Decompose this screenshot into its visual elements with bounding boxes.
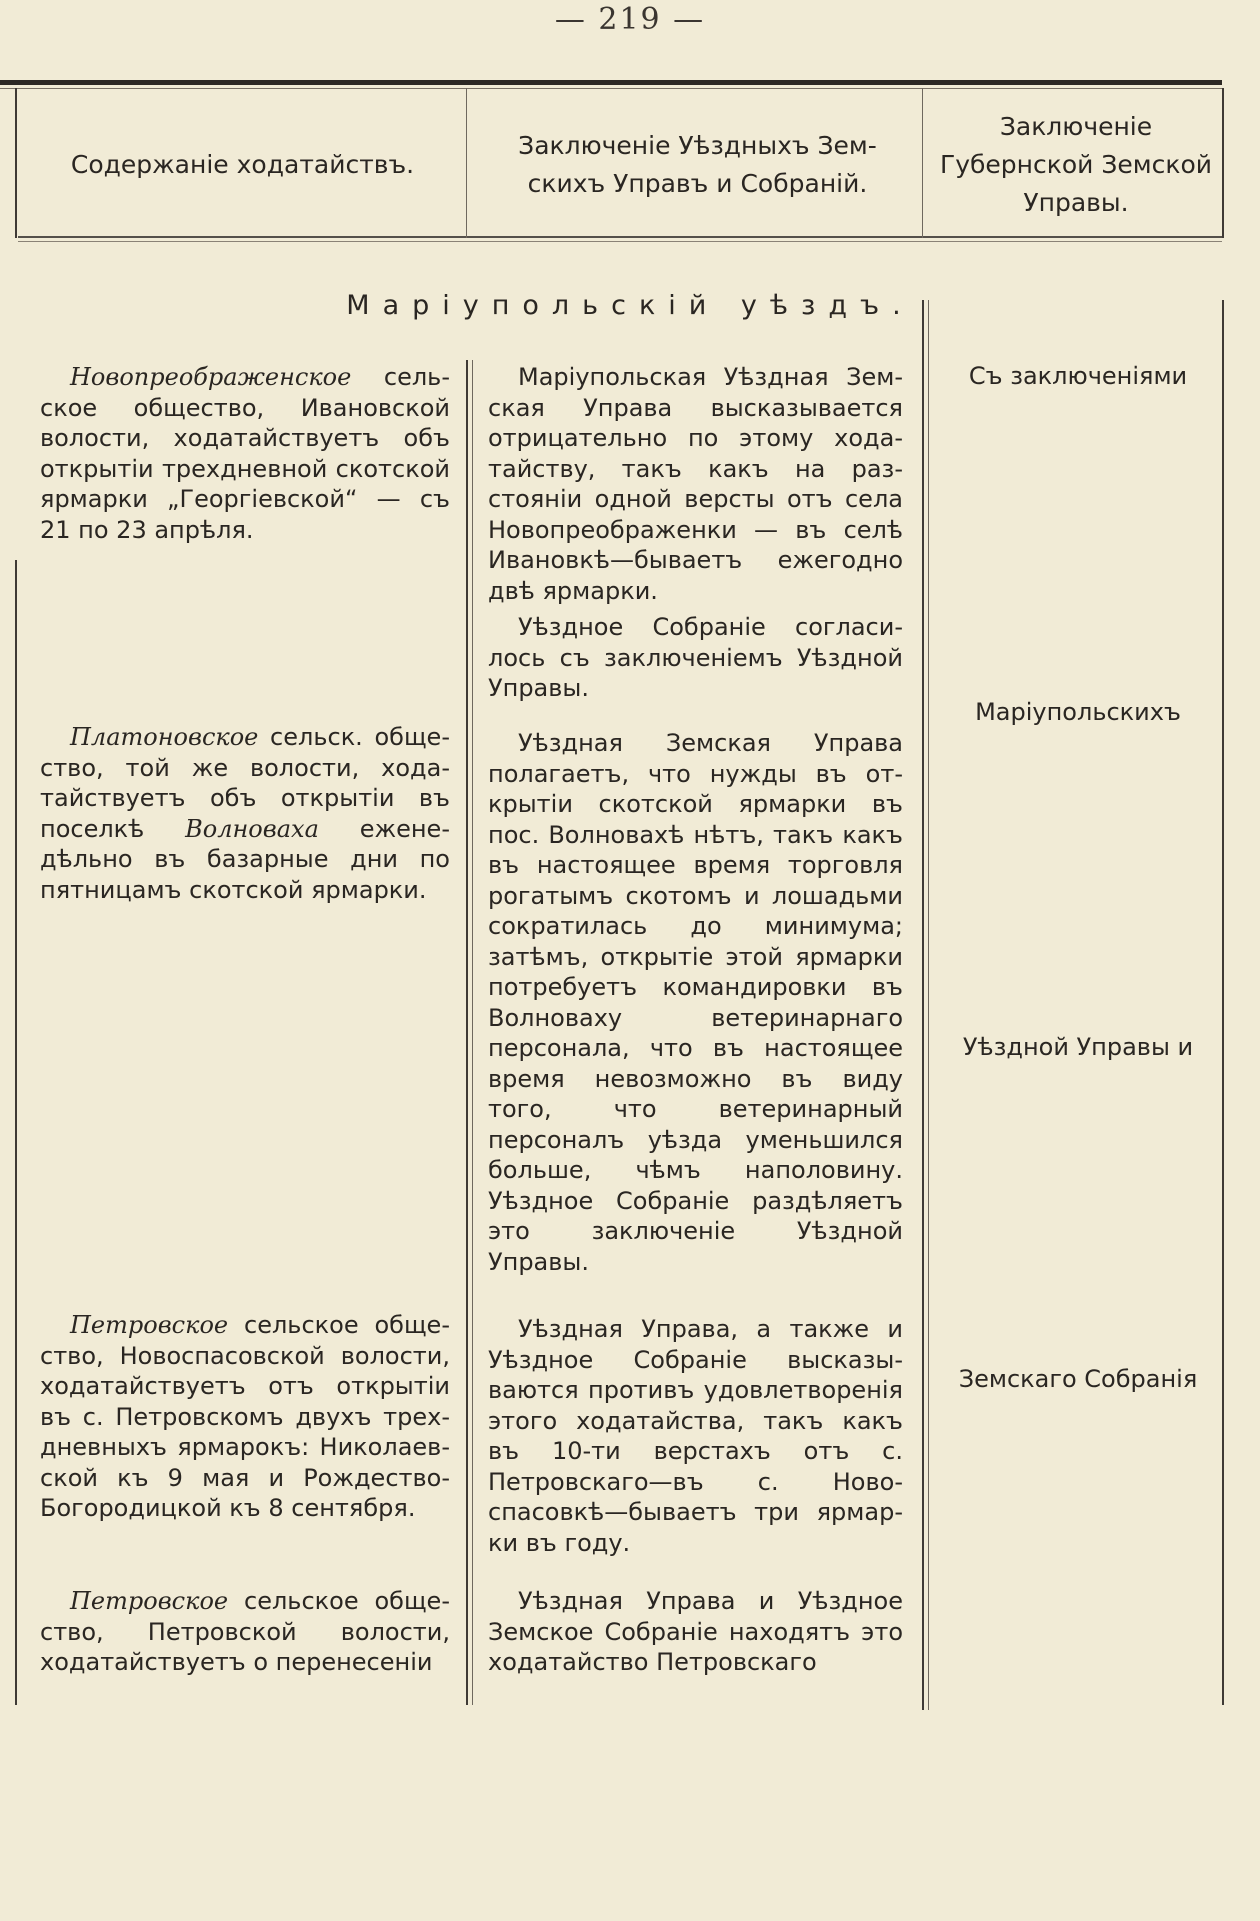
- entry-1-conclusion-p2: Уѣздное Собраніе согласилось съ заключеніемъ Уѣздной Управы.: [488, 613, 903, 702]
- header-col3-line3: Управы.: [1023, 188, 1129, 217]
- column-line-left-header: [15, 88, 17, 238]
- entry-1-conclusion: [488, 362, 903, 704]
- page-number: — 219 —: [554, 2, 706, 37]
- column-line-1: [466, 360, 468, 1705]
- entry-3-petition-text: сельское общество, Новоспасовской волости, ходатайствуетъ отъ открытіи въ с. Петровскомъ двухъ трехдневныхъ ярмарокъ: Николаевской къ 9 мая и Рождество-Богородицкой къ 8 сентября.: [40, 1311, 450, 1522]
- district-title: Маріупольскій уѣздъ.: [346, 290, 914, 321]
- entry-2-conclusion: [488, 728, 903, 1277]
- top-rule: [0, 80, 1222, 85]
- column-line-left: [15, 560, 17, 1705]
- header-contents-of-petitions: [20, 95, 465, 235]
- column-line-1b: [472, 360, 473, 1705]
- entry-1-conclusion-p1: Маріупольская Уѣздная Земская Управа высказывается отрицательно по этому ходатайству, такъ какъ на разстояніи одной версты отъ села Новопреображенки — въ селѣ Ивановкѣ—бываетъ ежегодно двѣ ярмарки.: [488, 363, 903, 605]
- entry-4-petition-text: сельское общество, Петровской волости, ходатайствуетъ о перенесеніи: [40, 1587, 450, 1676]
- header-col3-line2: Губернской Земской: [939, 150, 1213, 179]
- column-line-2: [922, 300, 924, 1710]
- provincial-conclusion-line-1: Съ заключеніями: [968, 362, 1188, 390]
- entry-3-conclusion-text: Уѣздная Управа, а также и Уѣздное Собраніе высказываются противъ удовлетворенія этого ходатайства, такъ какъ въ 10-ти верстахъ отъ с. Петровскаго—въ с. Новоспасовкѣ—бываетъ три ярмарки въ году.: [488, 1315, 903, 1557]
- entry-2-petition-a: сельск. общество, той же волости, ходатайствуетъ объ открытіи въ поселкѣ: [40, 723, 450, 843]
- entry-1-petitioner: Новопреображенское: [70, 363, 352, 391]
- entry-2-place: Волноваха: [185, 814, 319, 843]
- provincial-conclusion-line-4: Земскаго Собранія: [958, 1365, 1198, 1393]
- entry-2-petitioner: Платоновское: [70, 723, 259, 751]
- column-line-2-header: [922, 88, 923, 238]
- header-col2-line2: скихъ Управъ и Собраній.: [527, 169, 868, 198]
- header-bottom-rule: [18, 236, 1222, 238]
- entry-2-conclusion-text: Уѣздная Земская Управа полагаетъ, что нужды въ открытіи скотской ярмарки въ пос. Волновахѣ нѣтъ, такъ какъ въ настоящее время торговля рогатымъ скотомъ и лошадьми сократилась до минимума; затѣмъ, открытіе этой ярмарки потребуетъ командировки въ Волноваху ветеринарнаго персонала, что въ настоящее время невозможно въ виду того, что ветеринарный персоналъ уѣзда уменьшился больше, чѣмъ наполовину. Уѣздное Собраніе раздѣляетъ это заключеніе Уѣздной Управы.: [488, 729, 903, 1276]
- entry-1-petition-text: сельское общество, Ивановской волости, ходатайствуетъ объ открытіи трехдневной скотской ярмарки „Георгіевской“ — съ 21 по 23 апрѣля.: [40, 363, 450, 544]
- column-line-2b: [928, 300, 929, 1710]
- column-line-right-header: [1222, 88, 1224, 238]
- entry-4-petition: [40, 1586, 450, 1678]
- provincial-conclusion-line-2: Маріупольскихъ: [975, 698, 1181, 726]
- column-line-right: [1222, 300, 1224, 1705]
- header-district-conclusions: [470, 95, 925, 235]
- entry-4-petitioner: Петровское: [70, 1587, 229, 1615]
- entry-4-conclusion-text: Уѣздная Управа и Уѣздное Земское Собраніе находятъ это ходатайство Петровскаго: [488, 1587, 903, 1676]
- entry-3-conclusion: [488, 1314, 903, 1558]
- provincial-conclusion-line-3: Уѣздной Управы и: [962, 1033, 1194, 1061]
- header-bottom-rule-thin: [18, 241, 1222, 242]
- header-col3-line1: Заключеніе: [999, 112, 1153, 141]
- entry-1-petition: [40, 362, 450, 545]
- header-col2-line1: Заключеніе Уѣздныхъ Зем-: [518, 131, 877, 160]
- entry-2-petition: [40, 722, 450, 905]
- entry-4-conclusion: [488, 1586, 903, 1678]
- entry-3-petitioner: Петровское: [70, 1311, 229, 1339]
- entry-3-petition: [40, 1310, 450, 1524]
- column-line-1-header: [466, 88, 467, 238]
- header-provincial-conclusion: [930, 95, 1222, 235]
- top-rule-thin: [0, 88, 1222, 89]
- entry-2-petition-b: еженедѣльно въ базарные дни по пятницамъ скотской ярмарки.: [40, 814, 450, 904]
- header-col1-label: Содержаніе ходатайствъ.: [70, 150, 415, 179]
